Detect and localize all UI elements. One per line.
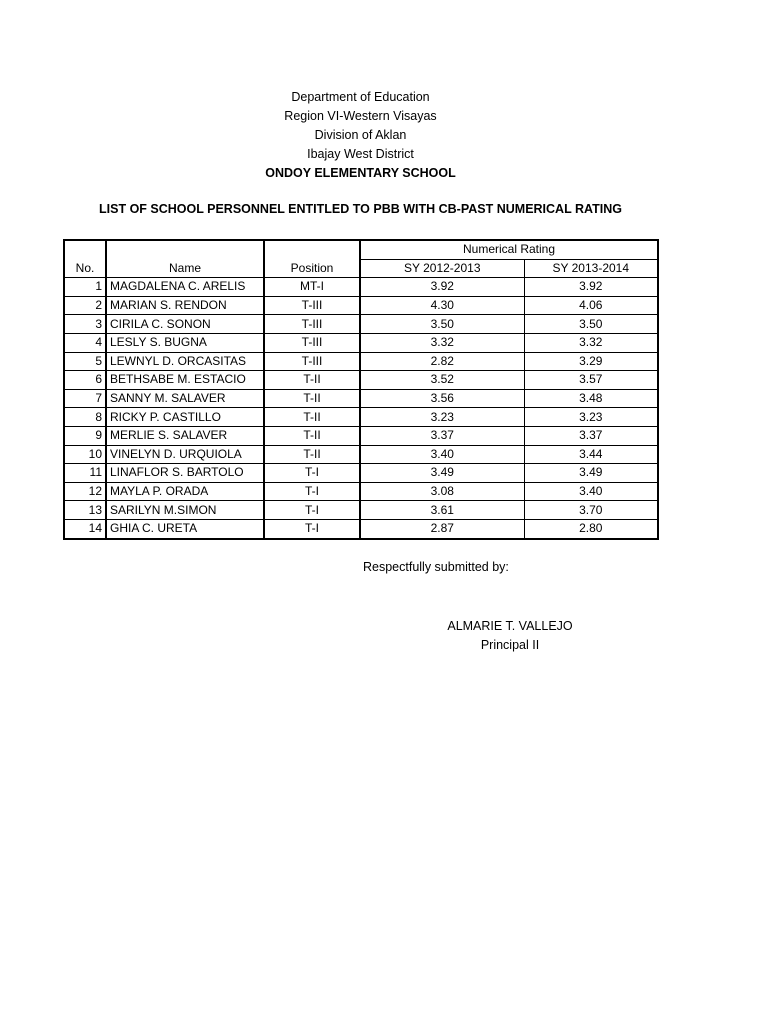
- row-rating-sy-2012-2013: 2.87: [360, 519, 524, 538]
- row-rating-sy-2012-2013: 3.49: [360, 464, 524, 483]
- row-name: SARILYN M.SIMON: [106, 501, 264, 520]
- row-number: 9: [64, 426, 106, 445]
- row-number: 7: [64, 389, 106, 408]
- row-name: LESLY S. BUGNA: [106, 333, 264, 352]
- row-rating-sy-2013-2014: 3.37: [524, 426, 658, 445]
- row-position: T-I: [264, 519, 360, 538]
- department-line: Department of Education: [291, 90, 430, 104]
- row-number: 14: [64, 519, 106, 538]
- row-rating-sy-2013-2014: 3.29: [524, 352, 658, 371]
- row-rating-sy-2012-2013: 3.23: [360, 408, 524, 427]
- row-number: 11: [64, 464, 106, 483]
- row-rating-sy-2012-2013: 3.56: [360, 389, 524, 408]
- row-name: GHIA C. URETA: [106, 519, 264, 538]
- row-rating-sy-2013-2014: 3.48: [524, 389, 658, 408]
- row-position: T-I: [264, 464, 360, 483]
- row-position: T-I: [264, 482, 360, 501]
- col-header-sy-2013-2014: SY 2013-2014: [524, 259, 658, 278]
- row-rating-sy-2012-2013: 4.30: [360, 296, 524, 315]
- table-row: [64, 464, 658, 483]
- table-row: [64, 426, 658, 445]
- row-rating-sy-2013-2014: 3.50: [524, 315, 658, 334]
- row-position: T-II: [264, 408, 360, 427]
- row-rating-sy-2013-2014: 3.70: [524, 501, 658, 520]
- row-rating-sy-2013-2014: 3.40: [524, 482, 658, 501]
- table-row: [64, 389, 658, 408]
- row-number: 1: [64, 278, 106, 297]
- table-row: [64, 278, 658, 297]
- ratings-table: [63, 239, 659, 540]
- document-header: [0, 88, 721, 183]
- row-number: 5: [64, 352, 106, 371]
- table-row: [64, 482, 658, 501]
- row-number: 13: [64, 501, 106, 520]
- col-header-no: No.: [64, 259, 106, 278]
- table-row: [64, 501, 658, 520]
- row-name: MERLIE S. SALAVER: [106, 426, 264, 445]
- row-number: 2: [64, 296, 106, 315]
- table-row: [64, 371, 658, 390]
- row-position: T-III: [264, 315, 360, 334]
- row-position: T-II: [264, 426, 360, 445]
- signature-block: [400, 617, 620, 655]
- list-title: LIST OF SCHOOL PERSONNEL ENTITLED TO PBB WITH CB-PAST NUMERICAL RATING: [99, 202, 622, 216]
- row-rating-sy-2013-2014: 2.80: [524, 519, 658, 538]
- row-name: RICKY P. CASTILLO: [106, 408, 264, 427]
- row-number: 8: [64, 408, 106, 427]
- row-rating-sy-2012-2013: 3.52: [360, 371, 524, 390]
- table-body: [64, 278, 658, 539]
- row-rating-sy-2012-2013: 3.40: [360, 445, 524, 464]
- row-name: LINAFLOR S. BARTOLO: [106, 464, 264, 483]
- row-rating-sy-2012-2013: 3.08: [360, 482, 524, 501]
- row-rating-sy-2012-2013: 3.37: [360, 426, 524, 445]
- row-rating-sy-2013-2014: 3.23: [524, 408, 658, 427]
- row-name: VINELYN D. URQUIOLA: [106, 445, 264, 464]
- row-rating-sy-2013-2014: 3.49: [524, 464, 658, 483]
- row-rating-sy-2012-2013: 2.82: [360, 352, 524, 371]
- table-row: [64, 519, 658, 538]
- row-position: T-II: [264, 445, 360, 464]
- row-position: T-I: [264, 501, 360, 520]
- row-rating-sy-2013-2014: 3.57: [524, 371, 658, 390]
- row-name: SANNY M. SALAVER: [106, 389, 264, 408]
- col-header-sy-2012-2013: SY 2012-2013: [360, 259, 524, 278]
- region-line: Region VI-Western Visayas: [284, 109, 437, 123]
- row-name: MARIAN S. RENDON: [106, 296, 264, 315]
- row-name: CIRILA C. SONON: [106, 315, 264, 334]
- row-position: T-II: [264, 371, 360, 390]
- row-position: MT-I: [264, 278, 360, 297]
- submitted-by-label: Respectfully submitted by:: [363, 560, 509, 574]
- row-name: LEWNYL D. ORCASITAS: [106, 352, 264, 371]
- row-number: 10: [64, 445, 106, 464]
- signer-title: Principal II: [480, 638, 540, 652]
- table-row: [64, 315, 658, 334]
- col-header-name: Name: [106, 259, 264, 278]
- row-rating-sy-2013-2014: 3.92: [524, 278, 658, 297]
- row-rating-sy-2013-2014: 3.32: [524, 333, 658, 352]
- row-name: BETHSABE M. ESTACIO: [106, 371, 264, 390]
- row-position: T-II: [264, 389, 360, 408]
- table-row: [64, 333, 658, 352]
- division-line: Division of Aklan: [314, 128, 407, 142]
- school-name: ONDOY ELEMENTARY SCHOOL: [265, 166, 456, 180]
- row-number: 4: [64, 333, 106, 352]
- row-name: MAYLA P. ORADA: [106, 482, 264, 501]
- row-position: T-III: [264, 352, 360, 371]
- numerical-rating-header: Numerical Rating: [360, 240, 658, 259]
- row-name: MAGDALENA C. ARELIS: [106, 278, 264, 297]
- table-row: [64, 296, 658, 315]
- table-row: [64, 408, 658, 427]
- signer-name: ALMARIE T. VALLEJO: [447, 619, 573, 633]
- row-number: 12: [64, 482, 106, 501]
- district-line: Ibajay West District: [307, 147, 414, 161]
- row-rating-sy-2013-2014: 3.44: [524, 445, 658, 464]
- row-number: 6: [64, 371, 106, 390]
- row-position: T-III: [264, 296, 360, 315]
- row-number: 3: [64, 315, 106, 334]
- row-rating-sy-2013-2014: 4.06: [524, 296, 658, 315]
- row-position: T-III: [264, 333, 360, 352]
- row-rating-sy-2012-2013: 3.61: [360, 501, 524, 520]
- table-row: [64, 445, 658, 464]
- row-rating-sy-2012-2013: 3.92: [360, 278, 524, 297]
- row-rating-sy-2012-2013: 3.32: [360, 333, 524, 352]
- row-rating-sy-2012-2013: 3.50: [360, 315, 524, 334]
- table-row: [64, 352, 658, 371]
- col-header-position: Position: [264, 259, 360, 278]
